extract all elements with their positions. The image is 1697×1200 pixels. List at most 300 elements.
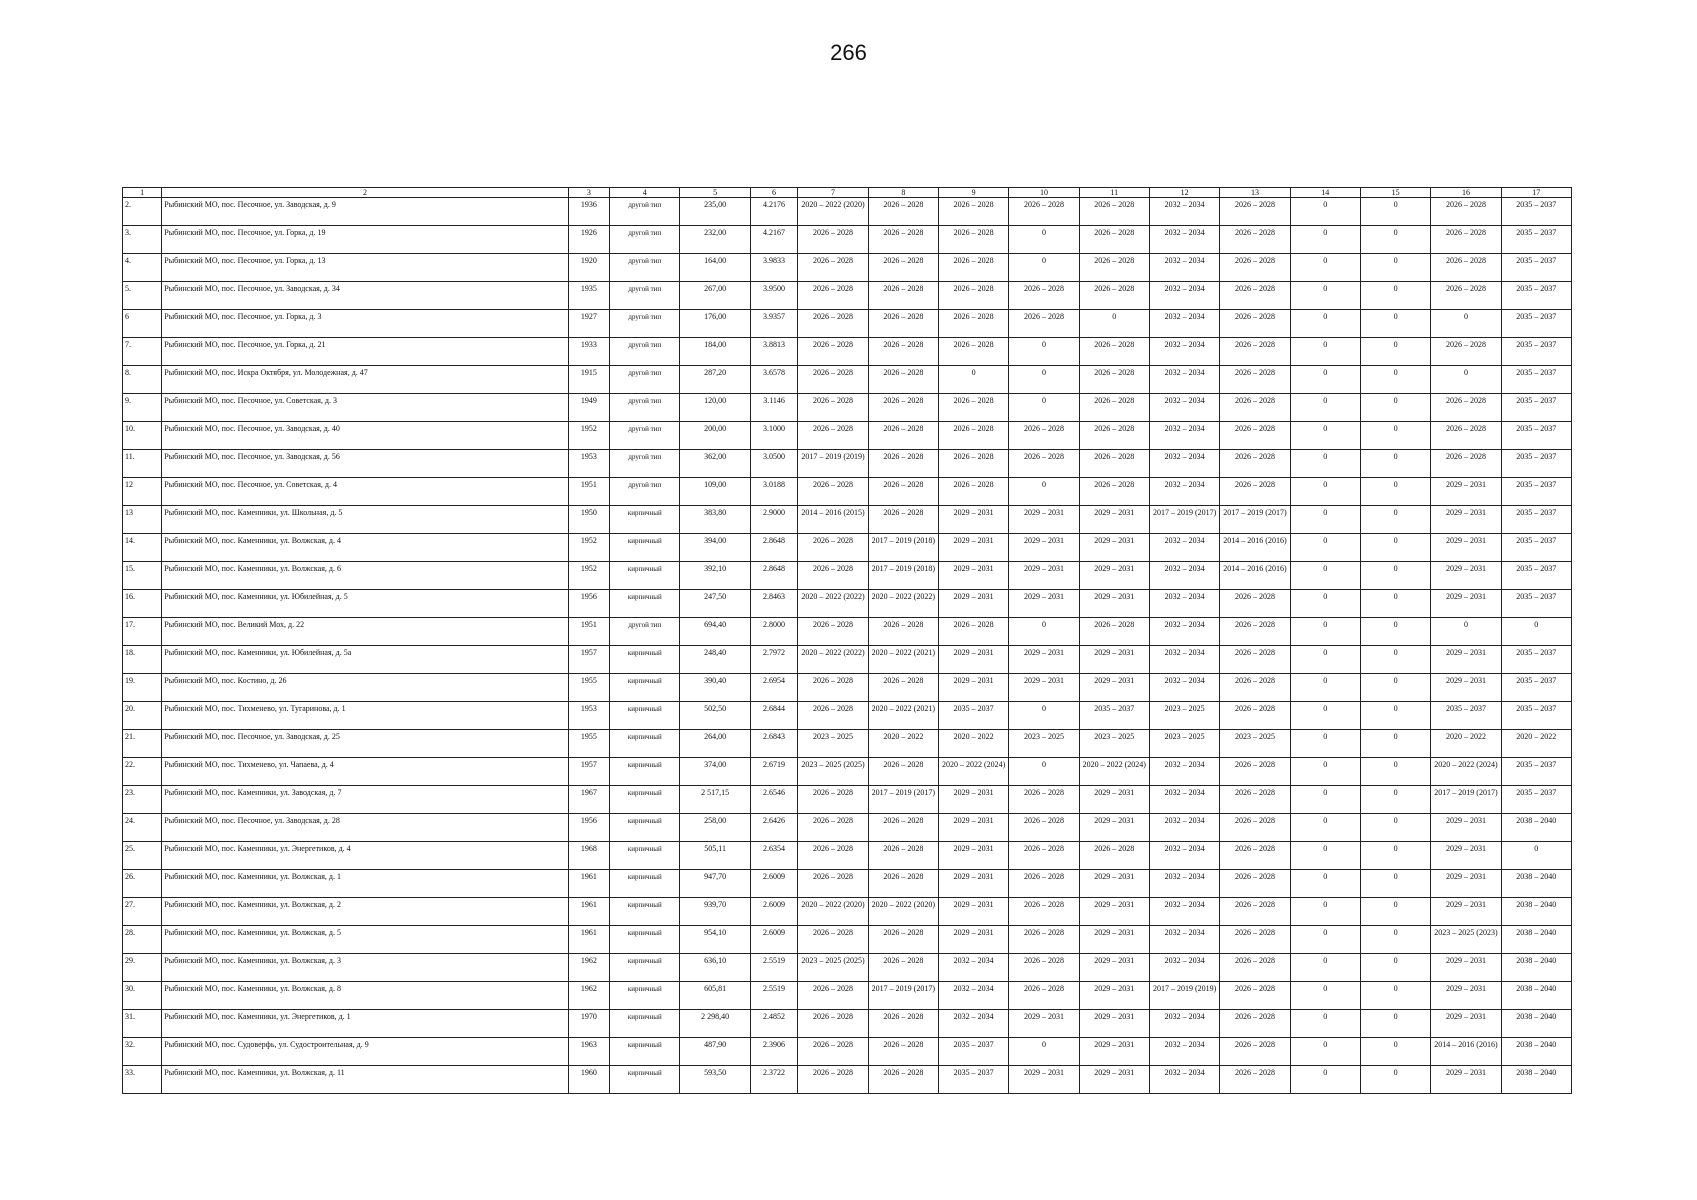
cell-period-col-8: 2020 – 2022 (2021): [868, 646, 938, 674]
cell-priority-score: 2.6844: [750, 702, 798, 730]
cell-period-col-8: 2026 – 2028: [868, 870, 938, 898]
cell-period-col-16: 2020 – 2022: [1431, 730, 1501, 758]
cell-period-col-17: 2035 – 2037: [1501, 702, 1571, 730]
cell-period-col-16: 2029 – 2031: [1431, 898, 1501, 926]
cell-period-col-9: 2029 – 2031: [938, 842, 1008, 870]
column-header-12: 12: [1149, 188, 1219, 198]
cell-period-col-9: 2029 – 2031: [938, 870, 1008, 898]
cell-period-col-11: 2035 – 2037: [1079, 702, 1149, 730]
cell-period-col-15: 0: [1360, 618, 1430, 646]
cell-period-col-13: 2026 – 2028: [1220, 898, 1290, 926]
cell-period-col-13: 2026 – 2028: [1220, 842, 1290, 870]
cell-period-col-12: 2032 – 2034: [1149, 898, 1219, 926]
cell-period-col-16: 2014 – 2016 (2016): [1431, 1038, 1501, 1066]
cell-period-col-11: 2026 – 2028: [1079, 226, 1149, 254]
cell-priority-score: 3.9500: [750, 282, 798, 310]
cell-priority-score: 3.9833: [750, 254, 798, 282]
cell-period-col-7: 2026 – 2028: [798, 282, 868, 310]
cell-year-built: 1950: [568, 506, 609, 534]
cell-row-number: 15.: [123, 562, 162, 590]
cell-address: Рыбинский МО, пос. Каменники, ул. Волжская, д. 3: [162, 954, 568, 982]
cell-period-col-17: 2038 – 2040: [1501, 926, 1571, 954]
cell-period-col-12: 2032 – 2034: [1149, 814, 1219, 842]
cell-year-built: 1936: [568, 198, 609, 226]
cell-period-col-9: 2026 – 2028: [938, 478, 1008, 506]
cell-period-col-13: 2026 – 2028: [1220, 310, 1290, 338]
cell-period-col-11: 2029 – 2031: [1079, 506, 1149, 534]
cell-period-col-15: 0: [1360, 450, 1430, 478]
cell-period-col-10: 2026 – 2028: [1009, 450, 1079, 478]
cell-period-col-17: 2035 – 2037: [1501, 562, 1571, 590]
column-header-2: 2: [162, 188, 568, 198]
cell-period-col-14: 0: [1290, 282, 1360, 310]
cell-period-col-8: 2026 – 2028: [868, 366, 938, 394]
cell-priority-score: 2.6009: [750, 870, 798, 898]
cell-period-col-8: 2026 – 2028: [868, 478, 938, 506]
cell-period-col-7: 2017 – 2019 (2019): [798, 450, 868, 478]
cell-year-built: 1962: [568, 954, 609, 982]
cell-priority-score: 3.1146: [750, 394, 798, 422]
cell-period-col-10: 0: [1009, 702, 1079, 730]
cell-period-col-15: 0: [1360, 870, 1430, 898]
column-header-15: 15: [1360, 188, 1430, 198]
cell-year-built: 1968: [568, 842, 609, 870]
cell-year-built: 1953: [568, 450, 609, 478]
cell-address: Рыбинский МО, пос. Песочное, ул. Горка, д. 21: [162, 338, 568, 366]
cell-year-built: 1952: [568, 422, 609, 450]
table-row: [123, 814, 1572, 842]
cell-period-col-15: 0: [1360, 814, 1430, 842]
column-header-14: 14: [1290, 188, 1360, 198]
cell-row-number: 26.: [123, 870, 162, 898]
cell-wall-material: другой тип: [610, 450, 680, 478]
cell-period-col-14: 0: [1290, 870, 1360, 898]
cell-wall-material: другой тип: [610, 366, 680, 394]
cell-priority-score: 3.1000: [750, 422, 798, 450]
cell-year-built: 1970: [568, 1010, 609, 1038]
cell-period-col-8: 2020 – 2022: [868, 730, 938, 758]
cell-period-col-14: 0: [1290, 338, 1360, 366]
cell-period-col-13: 2026 – 2028: [1220, 450, 1290, 478]
cell-period-col-8: 2026 – 2028: [868, 618, 938, 646]
cell-period-col-10: 2026 – 2028: [1009, 786, 1079, 814]
cell-period-col-13: 2026 – 2028: [1220, 338, 1290, 366]
cell-period-col-8: 2026 – 2028: [868, 842, 938, 870]
cell-address: Рыбинский МО, пос. Судоверфь, ул. Судостроительная, д. 9: [162, 1038, 568, 1066]
cell-period-col-10: 0: [1009, 1038, 1079, 1066]
cell-period-col-11: 2029 – 2031: [1079, 1010, 1149, 1038]
cell-period-col-16: 2029 – 2031: [1431, 1010, 1501, 1038]
cell-period-col-15: 0: [1360, 226, 1430, 254]
cell-year-built: 1962: [568, 982, 609, 1010]
cell-period-col-13: 2026 – 2028: [1220, 786, 1290, 814]
cell-area: 267,00: [680, 282, 750, 310]
cell-period-col-12: 2032 – 2034: [1149, 1010, 1219, 1038]
cell-period-col-9: 2035 – 2037: [938, 1038, 1008, 1066]
cell-period-col-15: 0: [1360, 338, 1430, 366]
cell-period-col-7: 2020 – 2022 (2020): [798, 198, 868, 226]
cell-address: Рыбинский МО, пос. Песочное, ул. Горка, д. 3: [162, 310, 568, 338]
cell-priority-score: 2.6954: [750, 674, 798, 702]
cell-period-col-16: 2029 – 2031: [1431, 674, 1501, 702]
cell-address: Рыбинский МО, пос. Каменники, ул. Волжская, д. 8: [162, 982, 568, 1010]
cell-period-col-16: 2020 – 2022 (2024): [1431, 758, 1501, 786]
column-header-17: 17: [1501, 188, 1571, 198]
cell-period-col-15: 0: [1360, 282, 1430, 310]
table-row: [123, 1038, 1572, 1066]
cell-period-col-8: 2026 – 2028: [868, 282, 938, 310]
cell-year-built: 1955: [568, 674, 609, 702]
column-header-6: 6: [750, 188, 798, 198]
cell-period-col-9: 2026 – 2028: [938, 226, 1008, 254]
cell-year-built: 1961: [568, 898, 609, 926]
cell-row-number: 11.: [123, 450, 162, 478]
cell-year-built: 1956: [568, 814, 609, 842]
cell-period-col-12: 2032 – 2034: [1149, 674, 1219, 702]
cell-period-col-16: 2026 – 2028: [1431, 198, 1501, 226]
cell-period-col-17: 2035 – 2037: [1501, 394, 1571, 422]
cell-address: Рыбинский МО, пос. Каменники, ул. Юбилейная, д. 5а: [162, 646, 568, 674]
cell-period-col-9: 2026 – 2028: [938, 254, 1008, 282]
column-header-13: 13: [1220, 188, 1290, 198]
cell-area: 694,40: [680, 618, 750, 646]
cell-period-col-12: 2032 – 2034: [1149, 758, 1219, 786]
cell-period-col-8: 2017 – 2019 (2017): [868, 786, 938, 814]
cell-period-col-14: 0: [1290, 926, 1360, 954]
cell-period-col-12: 2032 – 2034: [1149, 282, 1219, 310]
cell-wall-material: кирпичный: [610, 646, 680, 674]
cell-period-col-9: 2026 – 2028: [938, 338, 1008, 366]
cell-period-col-7: 2026 – 2028: [798, 702, 868, 730]
cell-year-built: 1967: [568, 786, 609, 814]
cell-period-col-12: 2032 – 2034: [1149, 422, 1219, 450]
cell-period-col-13: 2026 – 2028: [1220, 1038, 1290, 1066]
cell-area: 248,40: [680, 646, 750, 674]
cell-period-col-13: 2026 – 2028: [1220, 954, 1290, 982]
cell-period-col-16: 2029 – 2031: [1431, 590, 1501, 618]
cell-wall-material: кирпичный: [610, 1010, 680, 1038]
cell-row-number: 21.: [123, 730, 162, 758]
cell-period-col-13: 2026 – 2028: [1220, 674, 1290, 702]
cell-period-col-10: 2029 – 2031: [1009, 506, 1079, 534]
cell-period-col-7: 2020 – 2022 (2022): [798, 646, 868, 674]
cell-period-col-11: 2029 – 2031: [1079, 954, 1149, 982]
cell-period-col-10: 2026 – 2028: [1009, 422, 1079, 450]
cell-period-col-9: 2029 – 2031: [938, 814, 1008, 842]
cell-row-number: 28.: [123, 926, 162, 954]
cell-period-col-8: 2020 – 2022 (2021): [868, 702, 938, 730]
cell-period-col-15: 0: [1360, 562, 1430, 590]
cell-area: 120,00: [680, 394, 750, 422]
cell-period-col-11: 2026 – 2028: [1079, 394, 1149, 422]
cell-period-col-7: 2026 – 2028: [798, 478, 868, 506]
cell-period-col-10: 2026 – 2028: [1009, 198, 1079, 226]
cell-wall-material: кирпичный: [610, 730, 680, 758]
table-row: [123, 758, 1572, 786]
cell-period-col-15: 0: [1360, 646, 1430, 674]
cell-period-col-13: 2026 – 2028: [1220, 1066, 1290, 1094]
cell-year-built: 1951: [568, 478, 609, 506]
cell-wall-material: кирпичный: [610, 786, 680, 814]
cell-period-col-7: 2026 – 2028: [798, 786, 868, 814]
cell-period-col-8: 2026 – 2028: [868, 954, 938, 982]
cell-period-col-12: 2032 – 2034: [1149, 1038, 1219, 1066]
cell-period-col-11: 2029 – 2031: [1079, 562, 1149, 590]
cell-period-col-12: 2023 – 2025: [1149, 730, 1219, 758]
column-header-4: 4: [610, 188, 680, 198]
cell-period-col-17: 2035 – 2037: [1501, 506, 1571, 534]
cell-period-col-13: 2026 – 2028: [1220, 366, 1290, 394]
cell-period-col-14: 0: [1290, 506, 1360, 534]
cell-period-col-12: 2032 – 2034: [1149, 310, 1219, 338]
cell-period-col-12: 2032 – 2034: [1149, 590, 1219, 618]
cell-period-col-14: 0: [1290, 562, 1360, 590]
cell-period-col-14: 0: [1290, 534, 1360, 562]
cell-period-col-14: 0: [1290, 478, 1360, 506]
cell-period-col-16: 0: [1431, 366, 1501, 394]
cell-period-col-15: 0: [1360, 310, 1430, 338]
cell-period-col-8: 2017 – 2019 (2017): [868, 982, 938, 1010]
cell-period-col-13: 2026 – 2028: [1220, 226, 1290, 254]
table-row: [123, 1066, 1572, 1094]
cell-period-col-14: 0: [1290, 198, 1360, 226]
cell-period-col-8: 2026 – 2028: [868, 338, 938, 366]
cell-period-col-13: 2014 – 2016 (2016): [1220, 562, 1290, 590]
cell-period-col-11: 2029 – 2031: [1079, 1038, 1149, 1066]
cell-period-col-15: 0: [1360, 842, 1430, 870]
cell-area: 392,10: [680, 562, 750, 590]
cell-period-col-15: 0: [1360, 1010, 1430, 1038]
cell-address: Рыбинский МО, пос. Каменники, ул. Волжская, д. 11: [162, 1066, 568, 1094]
cell-area: 954,10: [680, 926, 750, 954]
cell-priority-score: 2.5519: [750, 982, 798, 1010]
cell-area: 636,10: [680, 954, 750, 982]
cell-period-col-17: 2035 – 2037: [1501, 590, 1571, 618]
cell-period-col-11: 2029 – 2031: [1079, 898, 1149, 926]
cell-address: Рыбинский МО, пос. Песочное, ул. Заводская, д. 56: [162, 450, 568, 478]
cell-row-number: 9.: [123, 394, 162, 422]
cell-wall-material: кирпичный: [610, 702, 680, 730]
cell-period-col-16: 2026 – 2028: [1431, 254, 1501, 282]
cell-period-col-7: 2026 – 2028: [798, 618, 868, 646]
cell-period-col-13: 2026 – 2028: [1220, 394, 1290, 422]
cell-period-col-15: 0: [1360, 366, 1430, 394]
table-row: [123, 562, 1572, 590]
cell-area: 235,00: [680, 198, 750, 226]
cell-priority-score: 2.6354: [750, 842, 798, 870]
cell-period-col-12: 2032 – 2034: [1149, 870, 1219, 898]
cell-address: Рыбинский МО, пос. Каменники, ул. Заводская, д. 7: [162, 786, 568, 814]
table-row: [123, 702, 1572, 730]
cell-period-col-16: 2026 – 2028: [1431, 394, 1501, 422]
cell-period-col-9: 2029 – 2031: [938, 898, 1008, 926]
cell-period-col-16: 2026 – 2028: [1431, 450, 1501, 478]
cell-row-number: 8.: [123, 366, 162, 394]
cell-period-col-7: 2026 – 2028: [798, 982, 868, 1010]
cell-priority-score: 3.0188: [750, 478, 798, 506]
cell-area: 605,81: [680, 982, 750, 1010]
cell-priority-score: 3.0500: [750, 450, 798, 478]
cell-area: 184,00: [680, 338, 750, 366]
cell-wall-material: другой тип: [610, 226, 680, 254]
cell-period-col-7: 2026 – 2028: [798, 1066, 868, 1094]
cell-period-col-7: 2026 – 2028: [798, 926, 868, 954]
cell-period-col-7: 2026 – 2028: [798, 338, 868, 366]
cell-period-col-15: 0: [1360, 982, 1430, 1010]
cell-period-col-14: 0: [1290, 954, 1360, 982]
cell-period-col-17: 2035 – 2037: [1501, 478, 1571, 506]
column-header-5: 5: [680, 188, 750, 198]
cell-area: 362,00: [680, 450, 750, 478]
schedule-table-container: [122, 187, 1572, 1094]
cell-year-built: 1963: [568, 1038, 609, 1066]
cell-period-col-17: 2038 – 2040: [1501, 1010, 1571, 1038]
cell-period-col-9: 2029 – 2031: [938, 926, 1008, 954]
cell-area: 109,00: [680, 478, 750, 506]
cell-period-col-9: 2026 – 2028: [938, 394, 1008, 422]
cell-wall-material: кирпичный: [610, 1038, 680, 1066]
cell-period-col-12: 2032 – 2034: [1149, 842, 1219, 870]
cell-area: 264,00: [680, 730, 750, 758]
page-number: 266: [830, 40, 867, 65]
cell-period-col-14: 0: [1290, 310, 1360, 338]
cell-year-built: 1949: [568, 394, 609, 422]
cell-row-number: 2.: [123, 198, 162, 226]
cell-period-col-17: 2038 – 2040: [1501, 898, 1571, 926]
cell-period-col-9: 2026 – 2028: [938, 450, 1008, 478]
cell-period-col-9: 0: [938, 366, 1008, 394]
cell-period-col-17: 2035 – 2037: [1501, 310, 1571, 338]
cell-period-col-14: 0: [1290, 226, 1360, 254]
cell-period-col-8: 2026 – 2028: [868, 310, 938, 338]
cell-period-col-15: 0: [1360, 702, 1430, 730]
cell-year-built: 1952: [568, 534, 609, 562]
cell-period-col-10: 2026 – 2028: [1009, 842, 1079, 870]
schedule-table: [122, 187, 1572, 1094]
cell-row-number: 18.: [123, 646, 162, 674]
cell-period-col-9: 2032 – 2034: [938, 954, 1008, 982]
cell-period-col-16: 2029 – 2031: [1431, 954, 1501, 982]
cell-period-col-8: 2026 – 2028: [868, 674, 938, 702]
cell-period-col-14: 0: [1290, 646, 1360, 674]
cell-wall-material: кирпичный: [610, 1066, 680, 1094]
cell-priority-score: 2.8000: [750, 618, 798, 646]
cell-period-col-16: 0: [1431, 618, 1501, 646]
cell-period-col-12: 2017 – 2019 (2019): [1149, 982, 1219, 1010]
cell-period-col-9: 2020 – 2022 (2024): [938, 758, 1008, 786]
cell-period-col-12: 2032 – 2034: [1149, 926, 1219, 954]
cell-period-col-17: 2035 – 2037: [1501, 254, 1571, 282]
cell-priority-score: 2.6546: [750, 786, 798, 814]
cell-period-col-7: 2026 – 2028: [798, 394, 868, 422]
cell-period-col-14: 0: [1290, 394, 1360, 422]
cell-year-built: 1957: [568, 646, 609, 674]
cell-period-col-10: 2026 – 2028: [1009, 814, 1079, 842]
cell-row-number: 29.: [123, 954, 162, 982]
cell-period-col-14: 0: [1290, 842, 1360, 870]
table-row: [123, 1010, 1572, 1038]
cell-period-col-14: 0: [1290, 898, 1360, 926]
cell-period-col-14: 0: [1290, 786, 1360, 814]
cell-period-col-17: 2038 – 2040: [1501, 982, 1571, 1010]
cell-period-col-10: 0: [1009, 254, 1079, 282]
cell-wall-material: другой тип: [610, 478, 680, 506]
cell-area: 2 517,15: [680, 786, 750, 814]
cell-row-number: 20.: [123, 702, 162, 730]
cell-row-number: 17.: [123, 618, 162, 646]
cell-period-col-8: 2026 – 2028: [868, 198, 938, 226]
cell-period-col-11: 2026 – 2028: [1079, 422, 1149, 450]
table-row: [123, 198, 1572, 226]
table-body: [123, 198, 1572, 1094]
cell-period-col-17: 0: [1501, 618, 1571, 646]
cell-year-built: 1955: [568, 730, 609, 758]
cell-period-col-15: 0: [1360, 758, 1430, 786]
cell-priority-score: 2.9000: [750, 506, 798, 534]
table-row: [123, 646, 1572, 674]
cell-priority-score: 2.4852: [750, 1010, 798, 1038]
cell-address: Рыбинский МО, пос. Костино, д. 26: [162, 674, 568, 702]
cell-period-col-9: 2035 – 2037: [938, 702, 1008, 730]
column-number-header: [123, 188, 1572, 198]
cell-period-col-7: 2026 – 2028: [798, 842, 868, 870]
cell-row-number: 27.: [123, 898, 162, 926]
cell-period-col-11: 2026 – 2028: [1079, 254, 1149, 282]
table-row: [123, 870, 1572, 898]
cell-period-col-16: 2026 – 2028: [1431, 422, 1501, 450]
cell-period-col-11: 2026 – 2028: [1079, 618, 1149, 646]
cell-wall-material: кирпичный: [610, 926, 680, 954]
cell-row-number: 4.: [123, 254, 162, 282]
cell-period-col-11: 2026 – 2028: [1079, 450, 1149, 478]
cell-period-col-13: 2026 – 2028: [1220, 478, 1290, 506]
cell-period-col-14: 0: [1290, 590, 1360, 618]
cell-period-col-14: 0: [1290, 618, 1360, 646]
cell-year-built: 1961: [568, 870, 609, 898]
cell-address: Рыбинский МО, пос. Каменники, ул. Волжская, д. 2: [162, 898, 568, 926]
cell-period-col-15: 0: [1360, 394, 1430, 422]
cell-period-col-10: 2029 – 2031: [1009, 562, 1079, 590]
cell-area: 176,00: [680, 310, 750, 338]
cell-priority-score: 2.8648: [750, 562, 798, 590]
cell-address: Рыбинский МО, пос. Каменники, ул. Школьная, д. 5: [162, 506, 568, 534]
cell-area: 505,11: [680, 842, 750, 870]
table-row: [123, 450, 1572, 478]
cell-year-built: 1960: [568, 1066, 609, 1094]
cell-address: Рыбинский МО, пос. Каменники, ул. Энергетиков, д. 1: [162, 1010, 568, 1038]
cell-period-col-13: 2026 – 2028: [1220, 282, 1290, 310]
cell-period-col-15: 0: [1360, 254, 1430, 282]
cell-period-col-13: 2026 – 2028: [1220, 646, 1290, 674]
cell-priority-score: 2.6009: [750, 926, 798, 954]
cell-period-col-8: 2026 – 2028: [868, 1010, 938, 1038]
cell-address: Рыбинский МО, пос. Песочное, ул. Советская, д. 3: [162, 394, 568, 422]
cell-period-col-16: 2029 – 2031: [1431, 1066, 1501, 1094]
column-header-9: 9: [938, 188, 1008, 198]
cell-year-built: 1920: [568, 254, 609, 282]
cell-address: Рыбинский МО, пос. Великий Мох, д. 22: [162, 618, 568, 646]
cell-period-col-8: 2026 – 2028: [868, 814, 938, 842]
cell-period-col-7: 2026 – 2028: [798, 226, 868, 254]
cell-address: Рыбинский МО, пос. Искра Октября, ул. Молодежная, д. 47: [162, 366, 568, 394]
table-row: [123, 282, 1572, 310]
cell-period-col-14: 0: [1290, 450, 1360, 478]
cell-wall-material: другой тип: [610, 422, 680, 450]
cell-period-col-11: 0: [1079, 310, 1149, 338]
cell-period-col-8: 2017 – 2019 (2018): [868, 534, 938, 562]
cell-period-col-11: 2029 – 2031: [1079, 590, 1149, 618]
cell-year-built: 1956: [568, 590, 609, 618]
